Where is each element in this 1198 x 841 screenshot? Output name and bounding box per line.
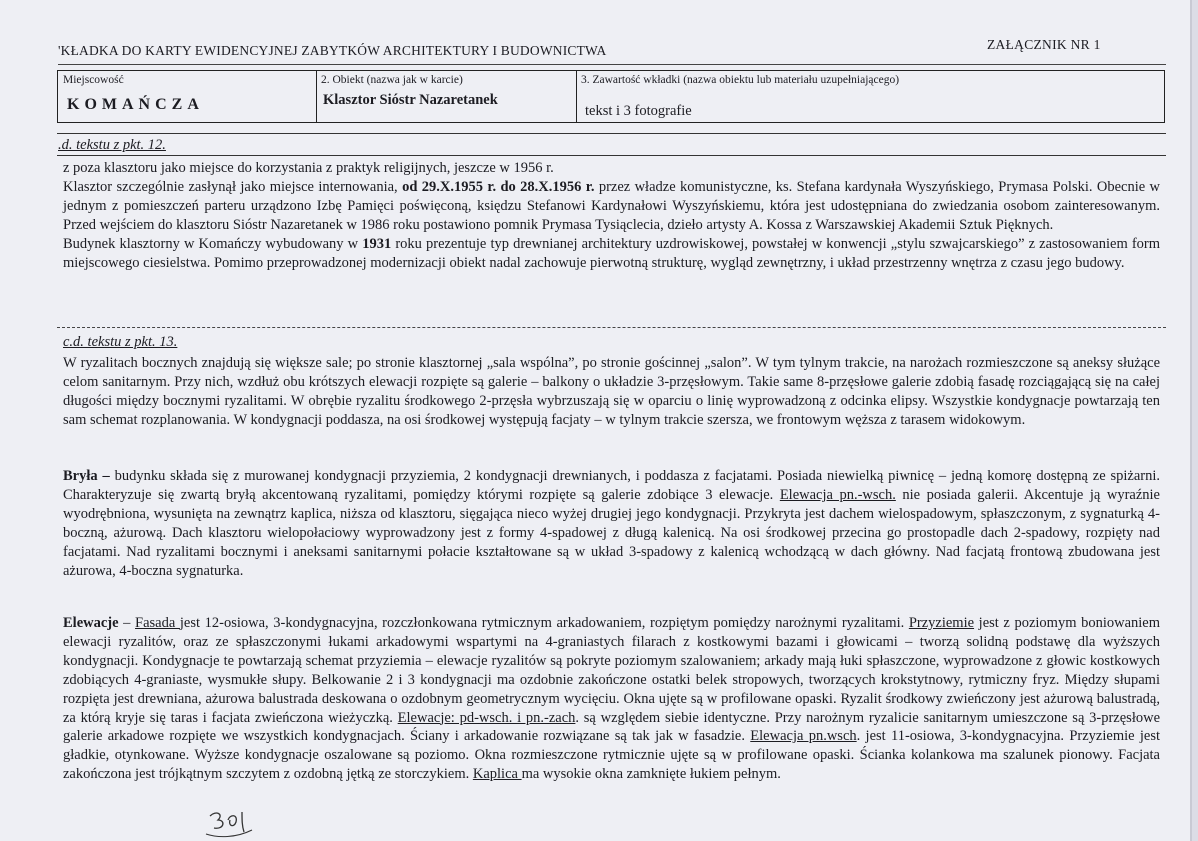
locality-box [57,70,317,123]
document-title: 'KŁADKA DO KARTY EWIDENCYJNEJ ZABYTKÓW ARCHITEKTURY I BUDOWNICTWA [58,43,607,58]
dashed-divider [57,327,1166,328]
kaplica-term: Kaplica [472,766,522,783]
section12-text-c: Budynek klasztorny w Komańczy wybudowany w [63,235,363,252]
construction-year: 1931 [362,235,392,252]
bryla-text-b: nie posiada galerii. Akcentuje ją wyraźnie wyodrębniona, wysunięta na zewnątrz kaplica, niższa od klasztoru, sięgająca nieco wyżej drugiej jego kondygnacji. Przykryta jest dachem wielospadowym, spłaszczonym, z sygnaturką 4-boczną, ażurową. Dach klasztoru wielopołaciowy wyprowadzony jest z formy 4-spadowej z długą kalenicą. Na osi środkowej przecina go prostopadle dach 2-spadowy, rozpięty nad facjatami. Nad ryzalitami bocznymi i aneksami sanitarnymi połacie kształtowane są w układ 3-spadowy z kalenicą wchodzącą w dach główny. Nad facjatą frontową zbudowana jest ażurowa, 4-boczna sygnaturka. [63,486,1160,579]
section-rule [57,155,1166,156]
section12-text [63,159,1160,272]
elewacje-text-c: . są względem siebie identyczne. Przy narożnym ryzalicie sanitarnym umieszczone są 3-przęsłowe galerie arkadowe rozpięte we wszystkich kondygnacjach. Ściany i arkadowanie rozwiązane są tak jak w fasadzie. [63,709,1161,745]
section13-text: W ryzalitach bocznych znajdują się większe sale; po stronie klasztornej „sala wspólna”, po stronie gościnnej „salon”. W tym tylnym trakcie, na narożach rozmieszczone są aneksy służące celom sanitarnym. Przy nich, wzdłuż obu krótszych elewacji rozpięte są galerie – balkony o układzie 3-przęsłowym. Takie same 8-przęsłowe galerie zdobią fasadę rozciągającą się na całej długości między bocznymi ryzalitami. W obrębie ryzalitu środkowego 2-przęsła wybrzuszają się w oparciu o linię wyprowadzoną z odcinka elipsy. Wszystkie kondygnacje powtarzają ten sam schemat rozplanowania. W kondygnacji poddasza, na osi środkowej występują facjaty – w tylnym trakcie szersza, we frontowym węższa z tarasem widokowym. [63,355,1160,428]
fasada-term: Fasada [135,615,180,631]
elewacje-text-a: jest 12-osiowa, 3-kondygnacyjna, rozczłonkowana rytmicznym arkadowaniem, rozpiętym pomiędzy narożnymi ryzalitami. [179,615,909,631]
locality-label: Miejscowość [63,74,124,86]
contents-box [576,70,1165,123]
section12-line1: z poza klasztoru jako miejsce do korzystania z praktyk religijnych, jeszcze w 1956 r. [63,160,554,176]
locality-value: KOMAŃCZA [67,96,204,113]
elewacje-text-e: ma wysokie okna zamknięte łukiem pełnym. [521,766,781,783]
section13-heading: c.d. tekstu z pkt. 13. [63,334,178,350]
handwritten-mark [200,808,260,840]
elewacje-text-b: jest z poziomym boniowaniem elewacji ryzalitów, oraz ze spłaszczonymi łukami arkadowymi wspartymi na 4-graniastych filarach z kostkowymi bazami i głowicami – tworzą solidną podstawę dla wyższych kondygnacji. Kondygnacje te powtarzają schemat przyziemia – elewacje ryzalitów są pokryte poziomym szalowaniem; arkady mają łuki spłaszczone, wyprowadzone z głowic kostkowych zdobiących 4-graniaste, wysmukłe słupy. Belkowanie 2 i 3 kondygnacji ma ozdobnie zakończone ostatki belek stropowych, tworzących krokstytnowy, rytmiczny fryz. Między słupami rozpięta jest drewniana, ażurowa balustrada deskowana o ozdobnym geometrycznym wycięciu. Okna ujęte są w profilowane opaski. Ryzalit środkowy zwieńczony jest ażurową balustradą, za którą kryje się taras i facjata zwieńczona wieżyczką. [63,615,1160,726]
section12-text-a: Klasztor szczególnie zasłynął jako miejsce internowania, [63,178,403,195]
bryla-label: Bryła – [63,468,110,484]
object-value: Klasztor Sióstr Nazaretanek [323,92,498,108]
contents-label: 3. Zawartość wkładki (nazwa obiektu lub materiału uzupełniającego) [581,74,900,86]
section12-text-b: przez władze komunistyczne, ks. Stefana kardynała Wyszyńskiego, Prymasa Polski. Obecnie w jednym z pomieszczeń parteru urządzono Izbę Pamięci poświęconą, księdzu Stefanowi Kardynałowi Wyszyńskiemu, która jest udostępniana do zwiedzania osobom zainteresowanym. Przed wejściem do klasztoru Sióstr Nazaretanek w 1986 roku postawiono pomnik Prymasa Tysiąclecia, dzieło artysty A. Kossa z Warszawskiej Akademii Sztuk Pięknych. [63,178,1161,233]
elewacje-label: Elewacje [63,615,119,631]
bryla-text-a: budynku składa się z murowanej kondygnacji przyziemia, 2 kondygnacji drewnianych, i poddasza z facjatami. Posiada niewielką piwnicę – jedną komorę dostępną ze spiżarni. Charakteryzuje się zwartą bryłą akcentowaną ryzalitami, pomiędzy którymi rozpięte są galerie zdobiące 3 elewacje. [63,468,1160,503]
object-box [316,70,577,123]
header-rule [58,64,1166,65]
elevation-ne-term: Elewacja pn.wsch [750,728,857,745]
elewacje-dash: – [118,615,136,631]
object-label: 2. Obiekt (nazwa jak w karcie) [321,74,463,86]
elevation-ne-link: Elewacja pn.-wsch. [779,486,896,503]
section12-heading: .d. tekstu z pkt. 12. [58,137,166,153]
annex-label: ZAŁĄCZNIK NR 1 [987,37,1101,52]
contents-value: tekst i 3 fotografie [585,103,692,119]
internment-dates: od 29.X.1955 r. do 28.X.1956 r. [402,178,595,195]
elevations-se-nw-term: Elewacje: pd-wsch. i pn.-zach [397,709,576,726]
przyziemie-term: Przyziemie [908,615,975,631]
bryla-paragraph [63,467,1160,580]
elewacje-paragraph [63,614,1160,784]
section-rule [57,133,1166,134]
elewacje-text-d: . jest 11-osiowa, 3-kondygnacyjna. Przyziemie jest gładkie, otynkowane. Wyższe kondygnacje oszalowane są poziomo. Okna rozmieszczone rytmicznie ujęte są w profilowane opaski. Ścianka kolankowa ma szalunek pionowy. Facjata zakończona jest trójkątnym szczytem z ozdobną jętką ze storczykiem. [63,728,1161,783]
section12-text-d: roku prezentuje typ drewnianej architektury uzdrowiskowej, powstałej w konwencji „stylu szwajcarskiego” z zastosowaniem form miejscowego ciesielstwa. Pomimo przeprowadzonej modernizacji obiekt nadal zachowuje pierwotną strukturę, wygląd zewnętrzny, i układ przestrzenny wnętrza z czasu jego budowy. [63,235,1161,271]
